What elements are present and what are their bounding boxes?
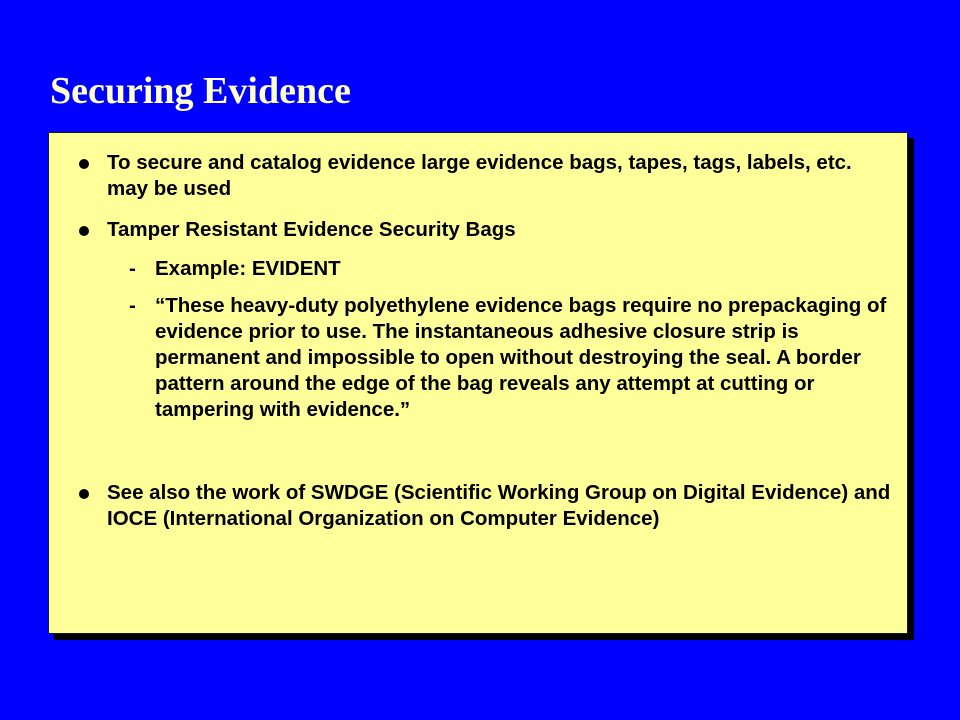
content-box: [48, 132, 908, 634]
sub-bullet-dash: -: [129, 257, 136, 280]
bullet-dot-icon: [79, 489, 89, 499]
bullet-dot-icon: [79, 159, 89, 169]
bullet-item: [107, 217, 897, 243]
bullet-item: [107, 480, 897, 532]
sub-bullet-text: “These heavy-duty polyethylene evidence bags require no prepackaging of evidence prior to use. The instantaneous adhesive closure strip is permanent and impossible to open without destroying the seal. A border pattern around the edge of the bag reveals any attempt at cutting or tampering with evidence.”: [155, 294, 887, 421]
sub-bullet-text: Example: EVIDENT: [155, 257, 341, 280]
sub-bullet-item: [129, 256, 900, 282]
sub-bullet-dash: -: [129, 294, 136, 317]
bullet-dot-icon: [79, 226, 89, 236]
slide-title: Securing Evidence: [50, 70, 351, 112]
sub-bullet-item: [129, 293, 900, 423]
bullet-text: To secure and catalog evidence large evidence bags, tapes, tags, labels, etc. may be used: [107, 151, 852, 200]
bullet-text: See also the work of SWDGE (Scientific Working Group on Digital Evidence) and IOCE (International Organization on Computer Evidence): [107, 481, 891, 530]
bullet-text: Tamper Resistant Evidence Security Bags: [107, 218, 516, 241]
bullet-item: [107, 150, 897, 202]
